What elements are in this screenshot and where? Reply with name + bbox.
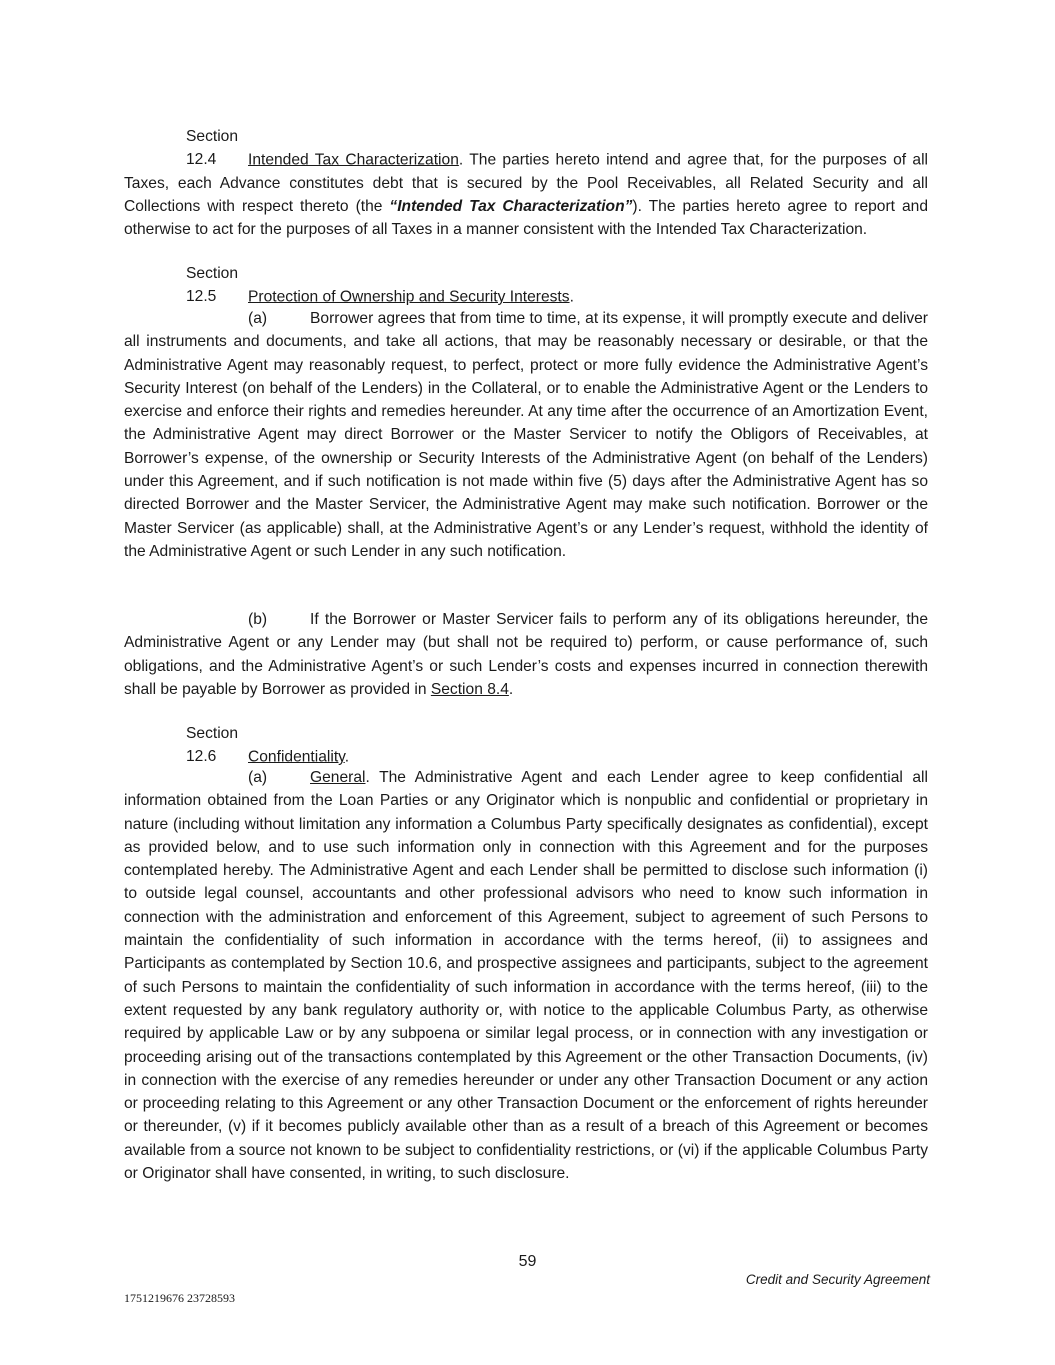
footer-document-title: Credit and Security Agreement [745, 1272, 930, 1287]
defined-term: “Intended Tax Characterization” [389, 197, 633, 215]
paragraph-text: . [508, 680, 514, 698]
paragraph-text: Borrower agrees that from time to time, at its expense, it will promptly execute and deliver all instruments and documents, and take all actions, that may be reasonably necessary or desirable, or that the Administrative Agent may reasonably request, to perfect, protect or more fully evidence the Administrative Agent’s Security Interest (on behalf of the Lenders) in the Collateral, or to enable the Administrative Agent or the Lenders to exercise and enforce their rights and remedies hereunder. At any time after the occurrence of an Amortization Event, the Administrative Agent may direct Borrower or the Master Servicer to notify the Obligors of Receivables, at Borrower’s expense, of the ownership or Security Interests of the Administrative Agent (on behalf of the Lenders) under this Agreement, and if such notification is not made within five (5) days after the Administrative Agent has so directed Borrower and the Master Servicer, the Administrative Agent may make such notification. Borrower or the Master Servicer (as applicable) shall, at the Administrative Agent’s or any Lender’s request, withhold the identity of the Administrative Agent or such Lender in any such notification. [124, 310, 928, 560]
subsection-label: (b) [248, 611, 268, 628]
section-title: Confidentiality [248, 748, 345, 766]
paragraph-text: . The Administrative Agent and each Lender agree to keep confidential all information obtained from the Loan Parties or any Originator which is nonpublic and confidential or proprietary in nature (including without limitation any information a Columbus Party specifically designates as confidential), except as provided below, and to use such information only in connection with this Agreement and for the purposes contemplated hereby. The Administrative Agent and each Lender shall be permitted to disclose such information (i) to outside legal counsel, accountants and other professional advisors who need to know such information in connection with the administration and enforcement of this Agreement, subject to agreement of such Persons to maintain the confidentiality of such information in accordance with the terms hereof, (ii) to assignees and Participants as contemplated by Section 10.6, and prospective assignees and participants, subject to the agreement of such Persons to maintain the confidentiality of such information in accordance with the terms hereof, (iii) to the extent requested by any bank regulatory authority or, with notice to the applicable Columbus Party, as otherwise required by applicable Law or by any subpoena or similar legal process, or in connection with any investigation or proceeding arising out of the transactions contemplated by this Agreement or the other Transaction Documents, (iv) in connection with the exercise of any remedies hereunder or under any other Transaction Document or any action or proceeding relating to this Agreement or any other Transaction Document or the enforcement of rights hereunder or thereunder, (v) if it becomes publicly available other than as a result of a breach of this Agreement or becomes available from a source not known to be subject to confidentiality restrictions, or (vi) if the applicable Columbus Party or Originator shall have consented, in writing, to such disclosure. [124, 769, 928, 1183]
footer-document-id: 1751219676 23728593 [124, 1291, 235, 1305]
section-12-4 [124, 125, 928, 241]
section-12-6-a [124, 766, 928, 1185]
page-number: 59 [518, 1253, 537, 1270]
section-12-6-heading [124, 722, 928, 769]
section-reference-link[interactable]: Section 8.4 [430, 680, 509, 698]
subsection-label: (a) [248, 310, 268, 327]
section-number: Section 12.6 [186, 725, 239, 766]
section-12-5-b [124, 608, 928, 701]
heading-period: . [344, 748, 350, 766]
paragraph-text: ). The parties hereto agree to report and otherwise to act for the purposes of all Taxes in a manner consistent with the Intended Tax Characterization. [124, 197, 928, 239]
heading-period: . [569, 288, 574, 306]
section-number: Section 12.5 [186, 265, 239, 306]
section-number: Section 12.4 [186, 128, 239, 169]
section-title: Protection of Ownership and Security Interests [248, 288, 570, 306]
section-title: Intended Tax Characterization [248, 151, 459, 169]
section-12-5-a [124, 307, 928, 563]
section-12-5-heading [124, 262, 928, 309]
subsection-heading: General [310, 769, 366, 786]
paragraph-text: . The parties hereto intend and agree that, for the purposes of all Taxes, each Advance constitutes debt that is secured by the Pool Receivables, all Related Security and all Collections with respect thereto (the [124, 151, 929, 215]
paragraph-text: If the Borrower or Master Servicer fails to perform any of its obligations hereunder, the Administrative Agent or any Lender may (but shall not be required to) perform, or cause performance of, such obligations, and the Administrative Agent’s or such Lender’s costs and expenses incurred in connection therewith shall be payable by Borrower as provided in [124, 611, 928, 698]
subsection-label: (a) [248, 769, 268, 786]
